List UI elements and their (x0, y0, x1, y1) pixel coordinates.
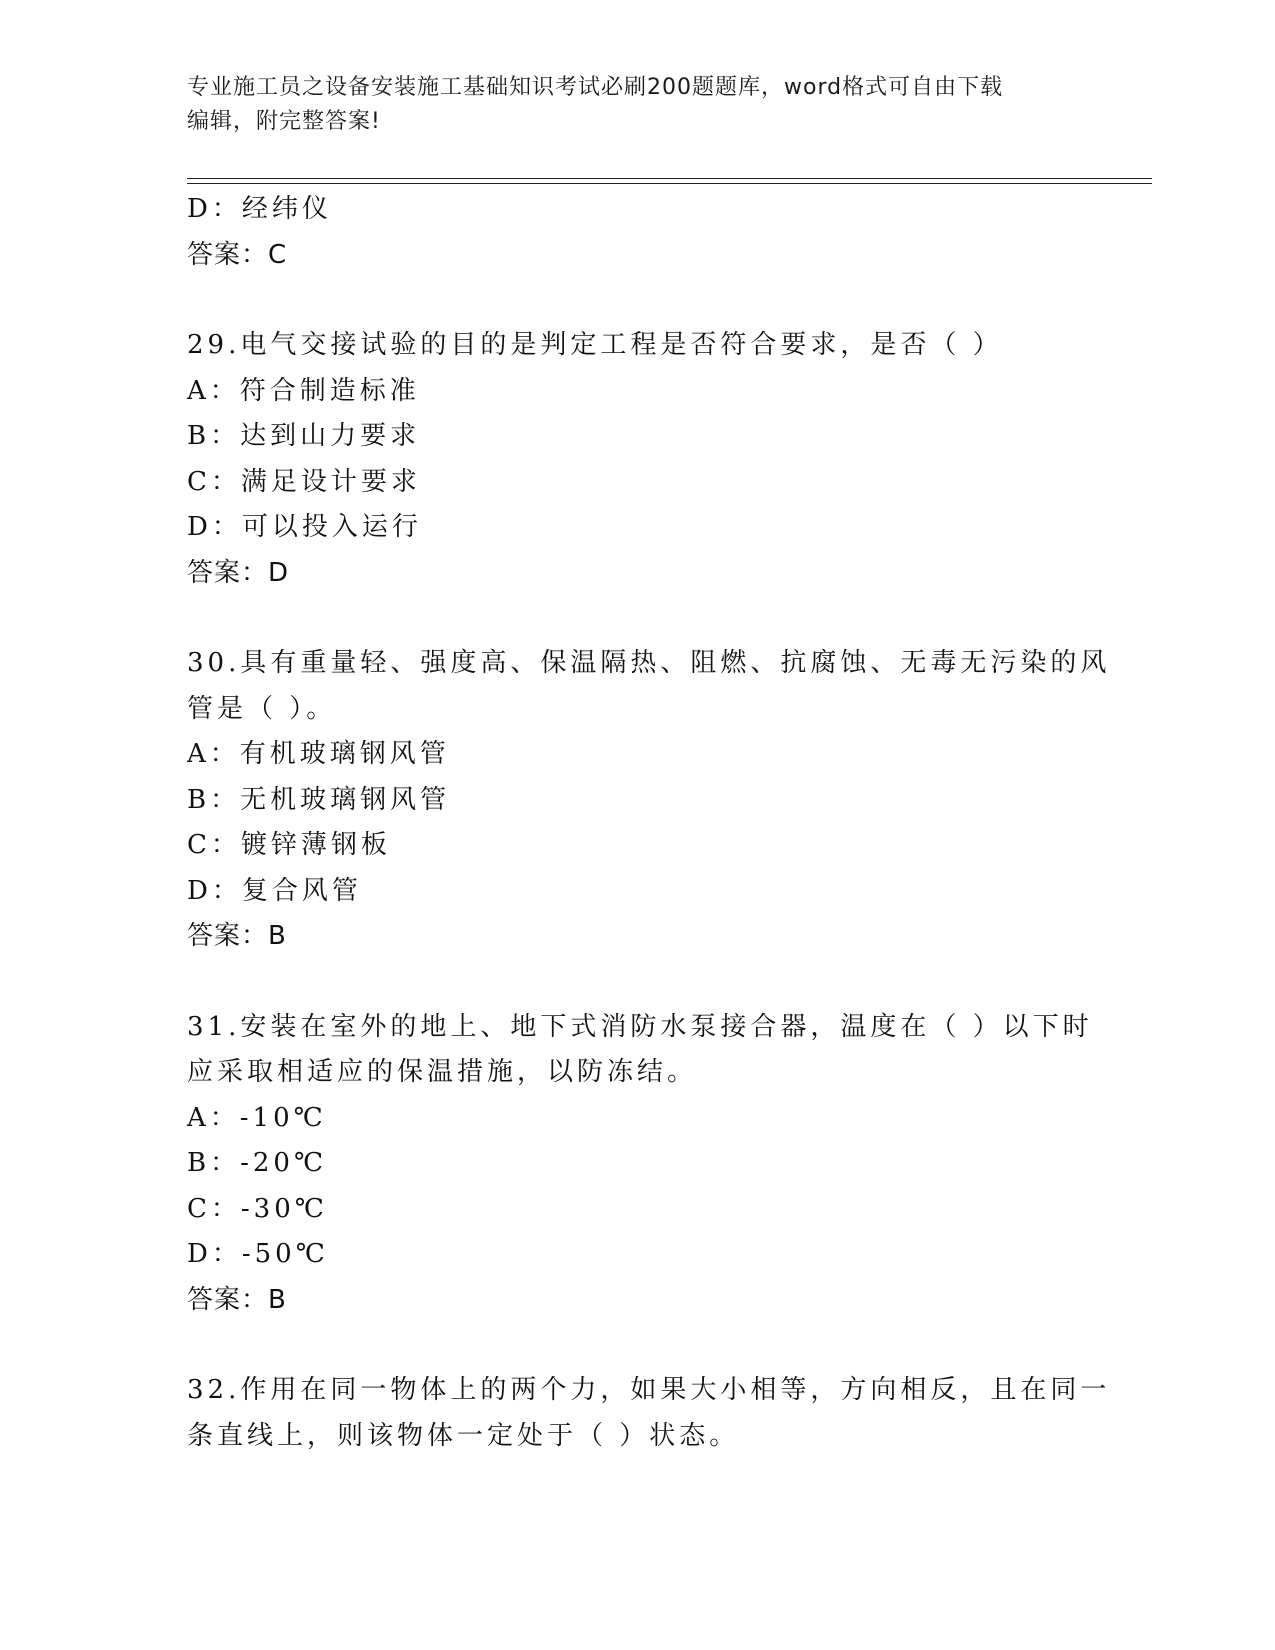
question-stem: 32.作用在同一物体上的两个力，如果大小相等，方向相反，且在同一 (187, 1375, 1111, 1405)
question-stem: 31.安装在室外的地上、地下式消防水泵接合器，温度在（ ）以下时 (187, 1011, 1093, 1042)
option-d: D：复合风管 (187, 875, 362, 906)
answer: 答案：B (187, 1284, 287, 1315)
header-line-2: 编辑，附完整答案! (187, 109, 381, 134)
prev-answer: 答案：C (187, 239, 288, 270)
option-d: D：可以投入运行 (187, 512, 422, 542)
question-29 (187, 323, 1087, 596)
option-a: A：-10℃ (187, 1102, 327, 1133)
spacer (187, 278, 1087, 323)
document-header (187, 71, 1067, 139)
option-c: C：-30℃ (187, 1193, 328, 1224)
question-stem-cont: 条直线上，则该物体一定处于（ ）状态。 (187, 1420, 740, 1451)
option-a: A：有机玻璃钢风管 (187, 739, 450, 769)
header-rule-bottom (187, 183, 1152, 184)
question-stem-cont: 应采取相适应的保温措施，以防冻结。 (187, 1057, 698, 1087)
answer: 答案：D (187, 557, 290, 588)
question-31 (187, 1005, 1093, 1324)
question-stem: 30.具有重量轻、强度高、保温隔热、阻燃、抗腐蚀、无毒无污染的风 (187, 648, 1111, 678)
spacer (187, 1323, 1087, 1368)
option-c: C：镀锌薄钢板 (187, 830, 391, 860)
prev-option-d: D：经纬仪 (187, 194, 332, 224)
header-rule-top (187, 178, 1152, 179)
option-b: B：-20℃ (187, 1148, 328, 1178)
option-a: A：符合制造标准 (187, 375, 420, 406)
option-b: B：无机玻璃钢风管 (187, 784, 451, 815)
option-b: B：达到山力要求 (187, 421, 421, 451)
header-line-1: 专业施工员之设备安装施工基础知识考试必刷200题题库，word格式可自由下载 (187, 75, 1004, 100)
question-30 (187, 641, 1111, 960)
answer: 答案：B (187, 921, 287, 951)
spacer (187, 596, 1087, 641)
question-stem-cont: 管是（ ）。 (187, 693, 337, 724)
question-content (187, 187, 1111, 1459)
question-32 (187, 1368, 1111, 1459)
option-c: C：满足设计要求 (187, 466, 421, 497)
option-d: D：-50℃ (187, 1239, 329, 1269)
spacer (187, 960, 1087, 1005)
question-stem: 29.电气交接试验的目的是判定工程是否符合要求，是否（ ） (187, 330, 1003, 360)
